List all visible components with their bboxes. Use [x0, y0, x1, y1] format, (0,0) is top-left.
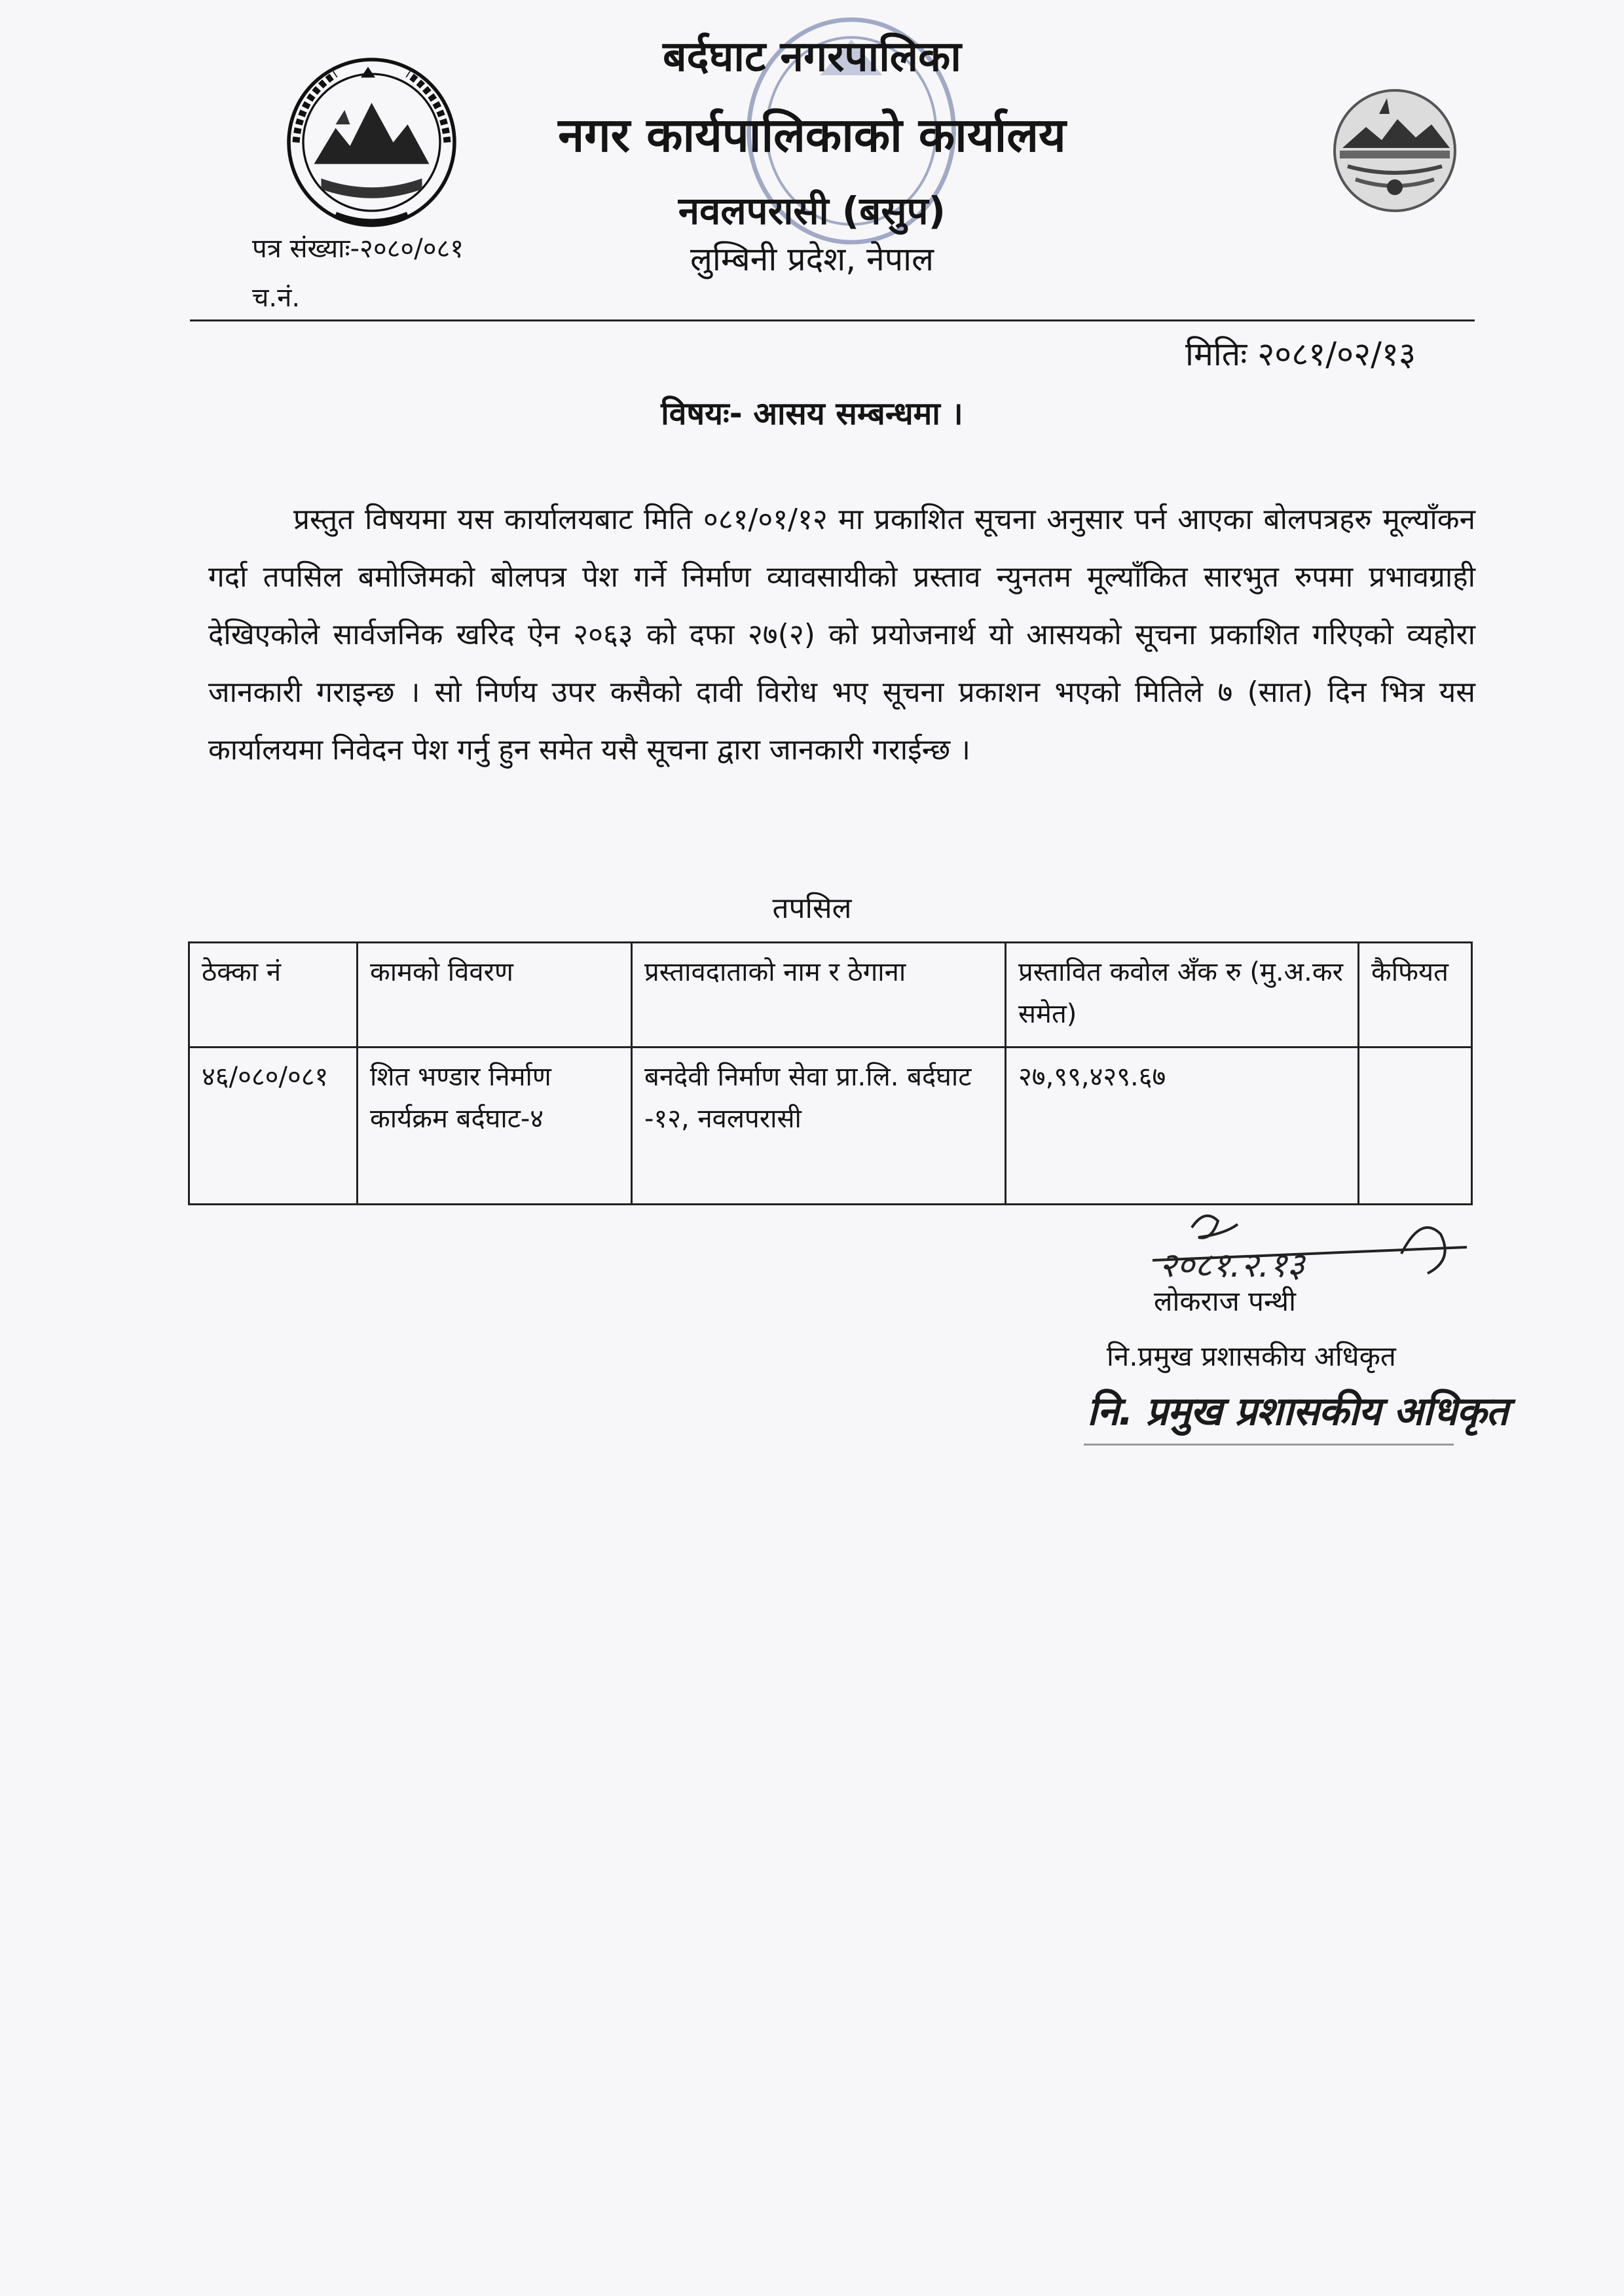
cell-work-description: शित भण्डार निर्माण कार्यक्रम बर्दघाट-४	[358, 1048, 632, 1205]
municipality-name: बर्दघाट नगरपालिका	[663, 33, 961, 81]
header-bid-amount: प्रस्तावित कवोल अँक रु (मु.अ.कर समेत)	[1006, 943, 1359, 1048]
header-remarks: कैफियत	[1359, 943, 1472, 1048]
letter-body: प्रस्तुत विषयमा यस कार्यालयबाट मिति ०८१/०१/१२ मा प्रकाशित सूचना अनुसार पर्न आएका बोलपत्रहरु मूल्याँकन गर्दा तपसिल बमोजिमको बोलपत्र पेश गर्ने निर्माण व्यावसायीको प्रस्ताव न्युनतम मूल्याँकित सारभुत रुपमा प्रभावग्राही देखिएकोले सार्वजनिक खरिद ऐन २०६३ को दफा २७(२) को प्रयोजनार्थ यो आसयको सूचना प्रकाशित गरिएको व्यहोरा जानकारी गराइन्छ । सो निर्णय उपर कसैको दावी विरोध भए सूचना प्रकाशन भएको मितिले ७ (सात) दिन भित्र यस कार्यालयमा निवेदन पेश गर्नु हुन समेत यसै सूचना द्वारा जानकारी गराईन्छ ।	[208, 503, 1475, 767]
letter-date: मितिः २०८१/०२/१३	[1185, 335, 1416, 373]
signatory-name: लोकराज पन्थी	[1154, 1285, 1296, 1317]
header-work-description: कामको विवरण	[358, 943, 632, 1048]
cell-remarks	[1359, 1048, 1472, 1205]
details-table	[188, 941, 1473, 1205]
district-name: नवलपरासी (बसुप)	[678, 189, 946, 233]
designation-stamp: नि. प्रमुख प्रशासकीय अधिकृत	[1087, 1389, 1508, 1434]
cell-bidder-name-address: बनदेवी निर्माण सेवा प्रा.लि. बर्दघाट -१२, नवलपरासी	[632, 1048, 1006, 1205]
letter-number: पत्र संख्याः-२०८०/०८१	[252, 234, 464, 264]
cell-contract-no: ४६/०८०/०८१	[189, 1048, 358, 1205]
header-bidder-name-address: प्रस्तावदाताको नाम र ठेगाना	[632, 943, 1006, 1048]
header-divider	[190, 319, 1475, 321]
office-name: नगर कार्यपालिकाको कार्यालय	[558, 107, 1066, 162]
letter-subject: विषयः- आसय सम्बन्धमा ।	[661, 395, 963, 432]
signature-date: २०८१.२.१३	[1159, 1246, 1305, 1285]
dispatch-number: च.नं.	[252, 283, 301, 313]
province-name: लुम्बिनी प्रदेश, नेपाल	[690, 240, 934, 278]
table-row	[189, 1048, 1472, 1205]
signatory-designation: नि.प्रमुख प्रशासकीय अधिकृत	[1107, 1340, 1396, 1372]
table-header-row	[189, 943, 1472, 1048]
cell-bid-amount: २७,९९,४२९.६७	[1006, 1048, 1359, 1205]
header-contract-no: ठेक्का नं	[189, 943, 358, 1048]
stamp-underline	[1084, 1444, 1454, 1446]
table-caption: तपसिल	[772, 892, 852, 925]
